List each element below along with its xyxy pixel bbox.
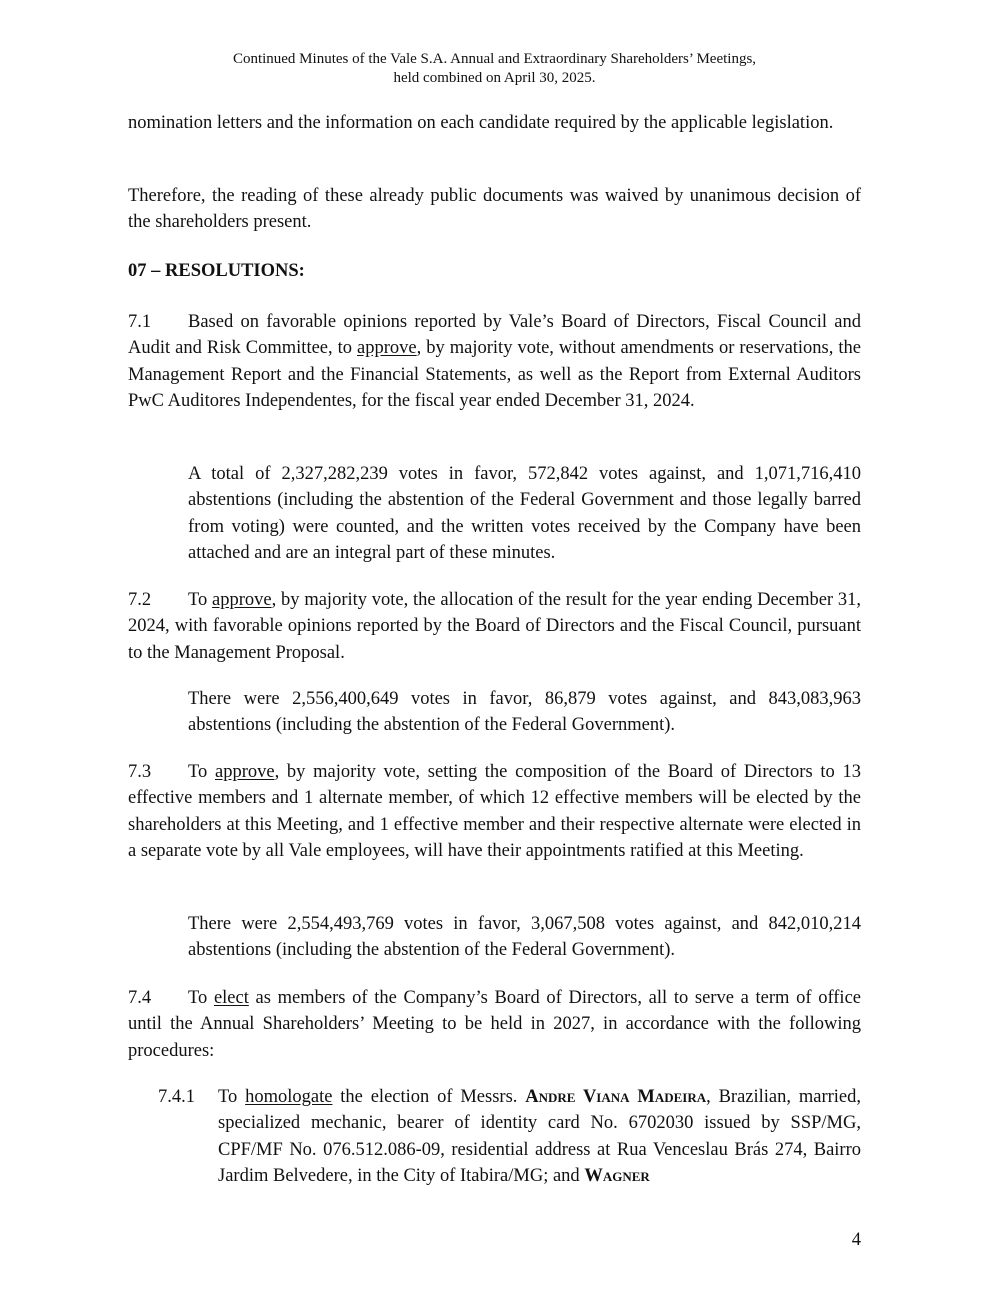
text: as members of the Company’s Board of Directors, all to serve a term of office until the Annual Shareholders’ Meeting to be held in 2027, in accordance with the following procedures: — [128, 988, 861, 1061]
header-line-1: Continued Minutes of the Vale S.A. Annual and Extraordinary Shareholders’ Meetings, — [232, 51, 757, 67]
text: , by majority vote, the allocation of the result for the year ending December 31, 2024, with favorable opinions reported by the Board of Directors and the Fiscal Council, pursuant to the Management Proposal. — [128, 590, 861, 663]
person-name: Andre Viana Madeira — [525, 1087, 707, 1107]
resolution-number: 7.4 — [128, 988, 152, 1008]
person-name: Wagner — [584, 1165, 650, 1186]
underlined-verb: approve — [214, 762, 275, 782]
underlined-verb: elect — [213, 988, 249, 1008]
paragraph-reading-waived: Therefore, the reading of these already public documents was waived by unanimous decision of the shareholders present. — [128, 186, 861, 233]
votes-7-1: A total of 2,327,282,239 votes in favor, 572,842 votes against, and 1,071,716,410 abstentions (including the abstention of the Federal Government and those legally barred from voting) were counted, and the written votes received by the Company have been attached and are an integral part of these minutes. — [188, 464, 861, 563]
underlined-verb: approve — [212, 590, 272, 610]
paragraph-nomination: nomination letters and the information on each candidate required by the applicable legislation. — [128, 113, 834, 133]
resolution-number: 7.1 — [128, 312, 152, 332]
text: To — [218, 1087, 246, 1107]
text: Based on favorable opinions reported by Vale’s Board of Directors, Fiscal Council and Audit and Risk Committee, to — [128, 312, 861, 359]
underlined-verb: homologate — [245, 1087, 333, 1107]
text: , by majority vote, without amendments or reservations, the Management Report and the Financial Statements, as well as the Report from External Auditors PwC Auditores Independentes, for the fiscal year ended December 31, 2024. — [128, 338, 861, 411]
text: , Brazilian, married, specialized mechanic, bearer of identity card No. 6702030 issued by SSP/MG, CPF/MF No. 076.512.086-09, residential address at Rua Venceslau Brás 274, Bairro Jardim Belvedere, in the City of Itabira/MG; and — [218, 1087, 861, 1186]
text: , by majority vote, setting the composition of the Board of Directors to 13 effective members and 1 alternate member, of which 12 effective members will be elected by the shareholders at this Meeting, and 1 effective member and their respective alternate were elected in a separate vote by all Vale employees, will have their appointments ratified at this Meeting. — [128, 762, 861, 861]
resolution-7-1 — [128, 309, 861, 414]
underlined-verb: approve — [357, 338, 417, 359]
running-header — [128, 50, 861, 88]
text: To — [188, 762, 215, 782]
votes-7-3: There were 2,554,493,769 votes in favor, 3,067,508 votes against, and 842,010,214 abstentions (including the abstention of the Federal Government). — [188, 914, 861, 961]
resolution-number: 7.3 — [128, 762, 152, 782]
header-line-2: held combined on April 30, 2025. — [393, 70, 596, 86]
resolution-7-4-1 — [158, 1084, 861, 1189]
text: To — [188, 988, 214, 1008]
page-number: 4 — [851, 1230, 861, 1250]
section-heading: 07 – RESOLUTIONS: — [128, 261, 305, 281]
text: To — [188, 590, 213, 610]
resolution-number: 7.4.1 — [158, 1087, 195, 1107]
text: the election of Messrs. — [332, 1087, 526, 1107]
resolution-7-3 — [128, 759, 861, 864]
resolution-7-4 — [128, 985, 861, 1064]
resolution-7-2 — [128, 587, 861, 666]
resolution-number: 7.2 — [128, 590, 152, 610]
votes-7-2: There were 2,556,400,649 votes in favor, 86,879 votes against, and 843,083,963 abstentions (including the abstention of the Federal Government). — [188, 689, 861, 736]
